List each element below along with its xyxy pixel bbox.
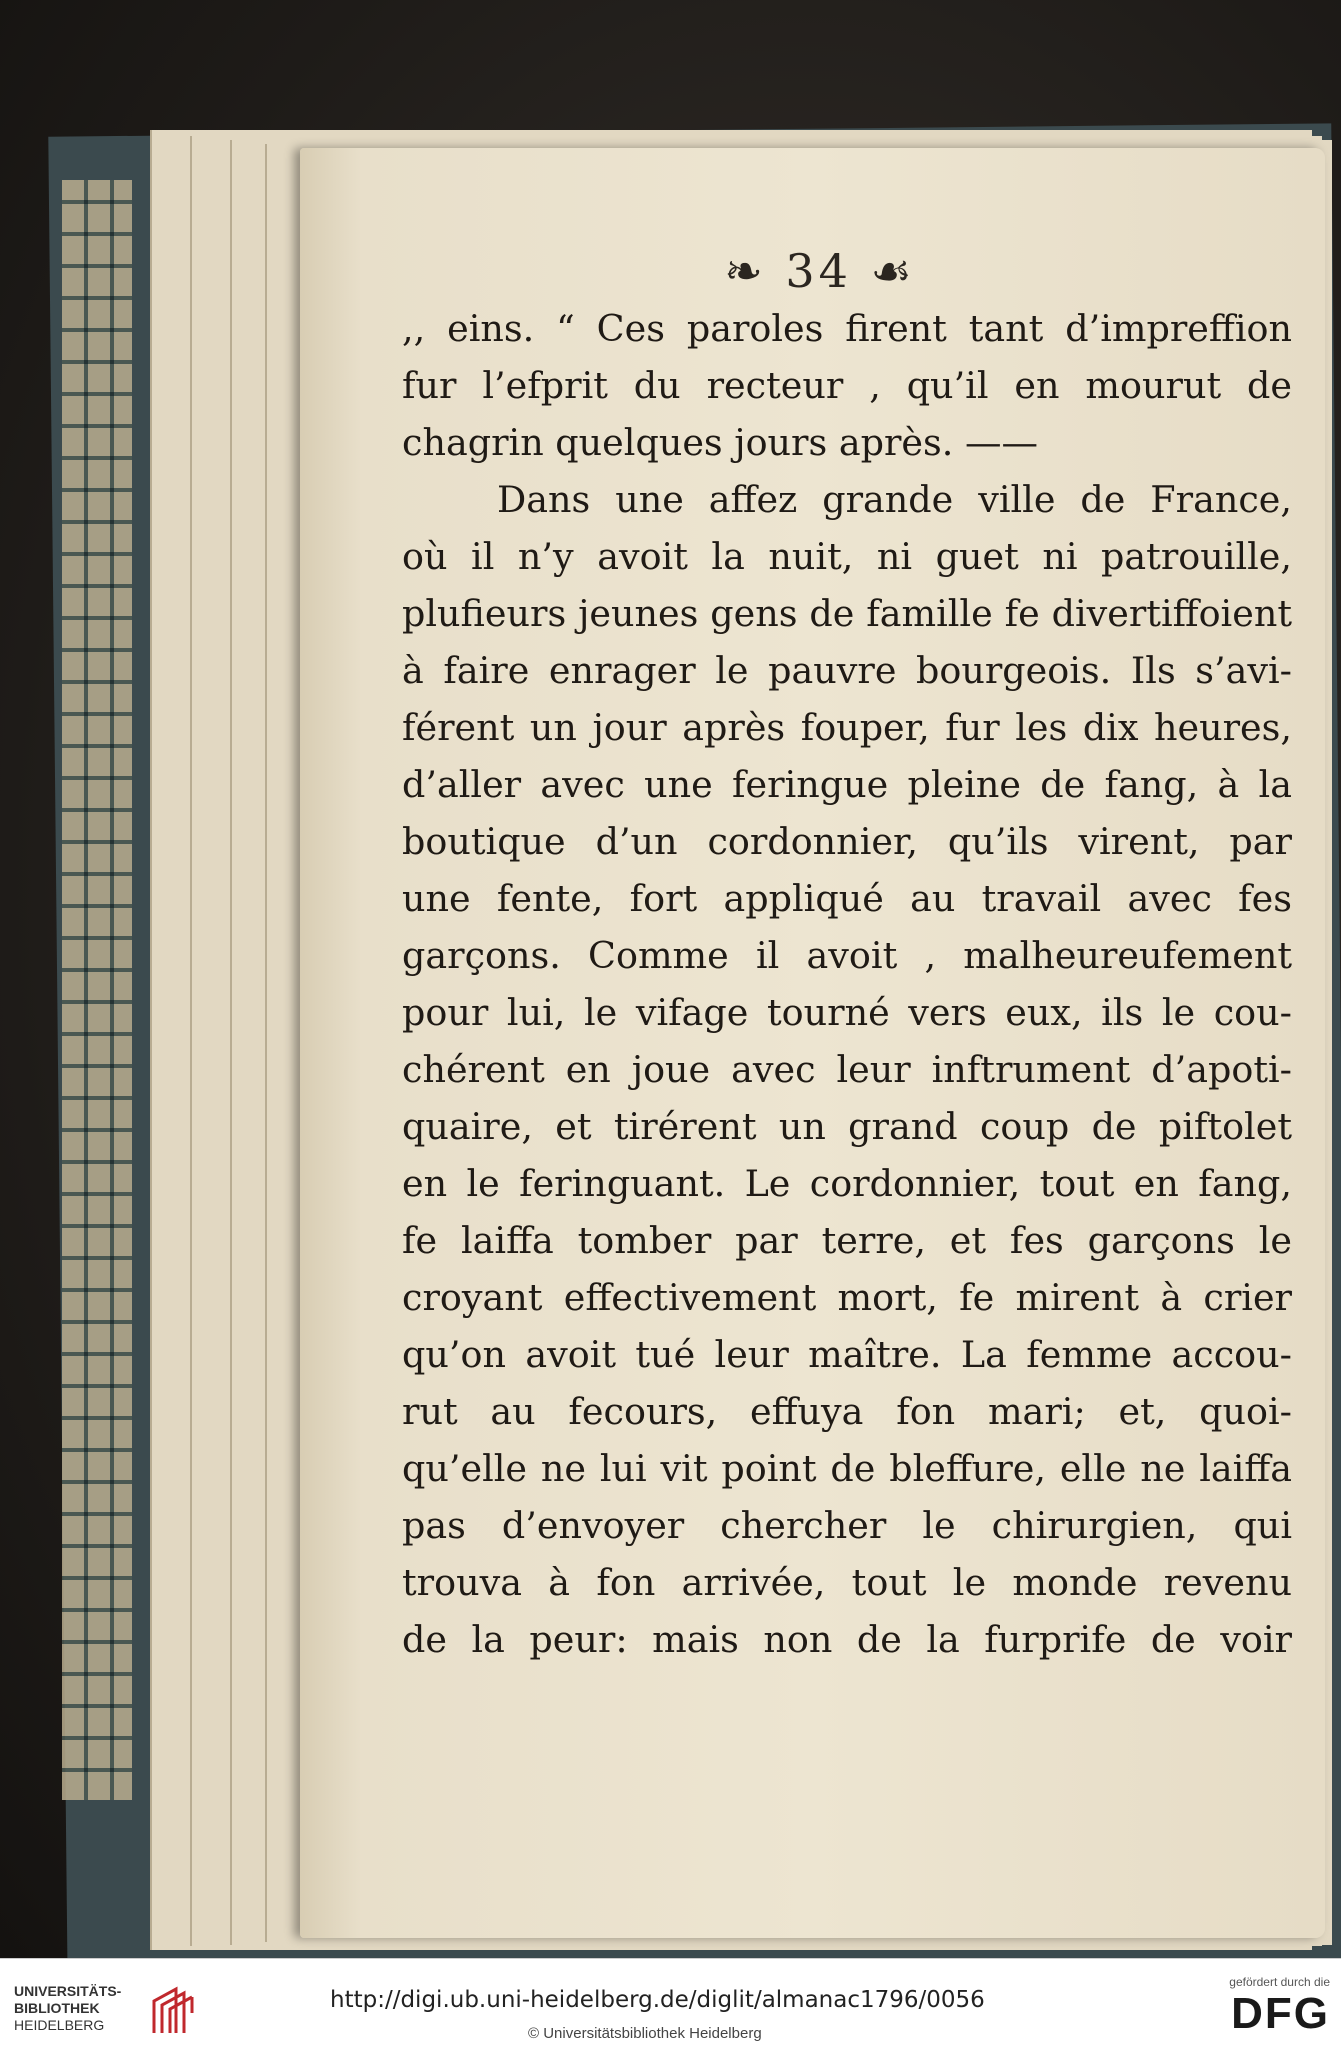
- text-line: une fente, fort appliqué au travail avec fes: [402, 877, 1292, 920]
- text-line: où il n’y avoit la nuit, ni guet ni patrouille,: [402, 535, 1292, 578]
- text-line: Dans une affez grande ville de France,: [497, 478, 1292, 521]
- page-number-text: 34: [785, 244, 852, 298]
- text-line: pas d’envoyer chercher le chirurgien, qui: [402, 1504, 1292, 1547]
- logo-wordmark: [14, 1983, 142, 2034]
- text-line: ,, eins. “ Ces paroles firent tant d’impreffion: [402, 307, 1292, 350]
- library-logo-icon: [146, 1983, 204, 2039]
- copyright-notice: © Universitätsbibliothek Heidelberg: [528, 2025, 762, 2042]
- viewer-footer: [0, 1958, 1341, 2055]
- logo-line-3: HEIDELBERG: [14, 2017, 105, 2033]
- logo-line-1: UNIVERSITÄTS-: [14, 1983, 122, 1999]
- text-line: garçons. Comme il avoit , malheureufement: [402, 934, 1292, 977]
- text-line: à faire enrager le pauvre bourgeois. Ils s’avi-: [402, 649, 1292, 692]
- text-line: fur l’efprit du recteur , qu’il en mourut de: [402, 364, 1292, 407]
- page-number: [280, 244, 1341, 298]
- ornament-right-icon: ☙: [851, 244, 916, 298]
- text-line: croyant effectivement mort, fe mirent à crier: [402, 1276, 1292, 1319]
- text-line: d’aller avec une feringue pleine de fang, à la: [402, 763, 1292, 806]
- text-line: trouva à fon arrivée, tout le monde revenu: [402, 1561, 1292, 1604]
- page-text: [402, 300, 1292, 1668]
- text-line: fe laiffa tomber par terre, et fes garçons le: [402, 1219, 1292, 1262]
- text-line: pour lui, le vifage tourné vers eux, ils le cou-: [402, 991, 1292, 1034]
- text-line: rut au fecours, effuya fon mari; et, quoi-: [402, 1390, 1292, 1433]
- text-line: qu’on avoit tué leur maître. La femme accou-: [402, 1333, 1292, 1376]
- marbled-cover-pattern: [62, 180, 132, 1800]
- text-line: qu’elle ne lui vit point de bleffure, elle ne laiffa: [402, 1447, 1292, 1490]
- ornament-left-icon: ❧: [724, 244, 786, 298]
- dfg-caption: gefördert durch die: [1229, 1975, 1330, 1989]
- dfg-wordmark: DFG: [1231, 1989, 1330, 2038]
- ub-heidelberg-logo[interactable]: [14, 1983, 204, 2039]
- text-line: en le feringuant. Le cordonnier, tout en fang,: [402, 1162, 1292, 1205]
- text-line: chérent en joue avec leur inftrument d’apoti-: [402, 1048, 1292, 1091]
- permalink-url[interactable]: http://digi.ub.uni-heidelberg.de/diglit/almanac1796/0056: [330, 1987, 985, 2013]
- text-line: boutique d’un cordonnier, qu’ils virent, par: [402, 820, 1292, 863]
- text-line: chagrin quelques jours après. ——: [402, 421, 1038, 464]
- logo-line-2: BIBLIOTHEK: [14, 2000, 100, 2016]
- dfg-logo[interactable]: [1190, 1975, 1330, 2045]
- text-line: plufieurs jeunes gens de famille fe divertiffoient: [402, 592, 1292, 635]
- text-line: férent un jour après fouper, fur les dix heures,: [402, 706, 1292, 749]
- text-line: quaire, et tirérent un grand coup de piftolet: [402, 1105, 1292, 1148]
- text-line: de la peur: mais non de la furprife de voir: [402, 1618, 1292, 1661]
